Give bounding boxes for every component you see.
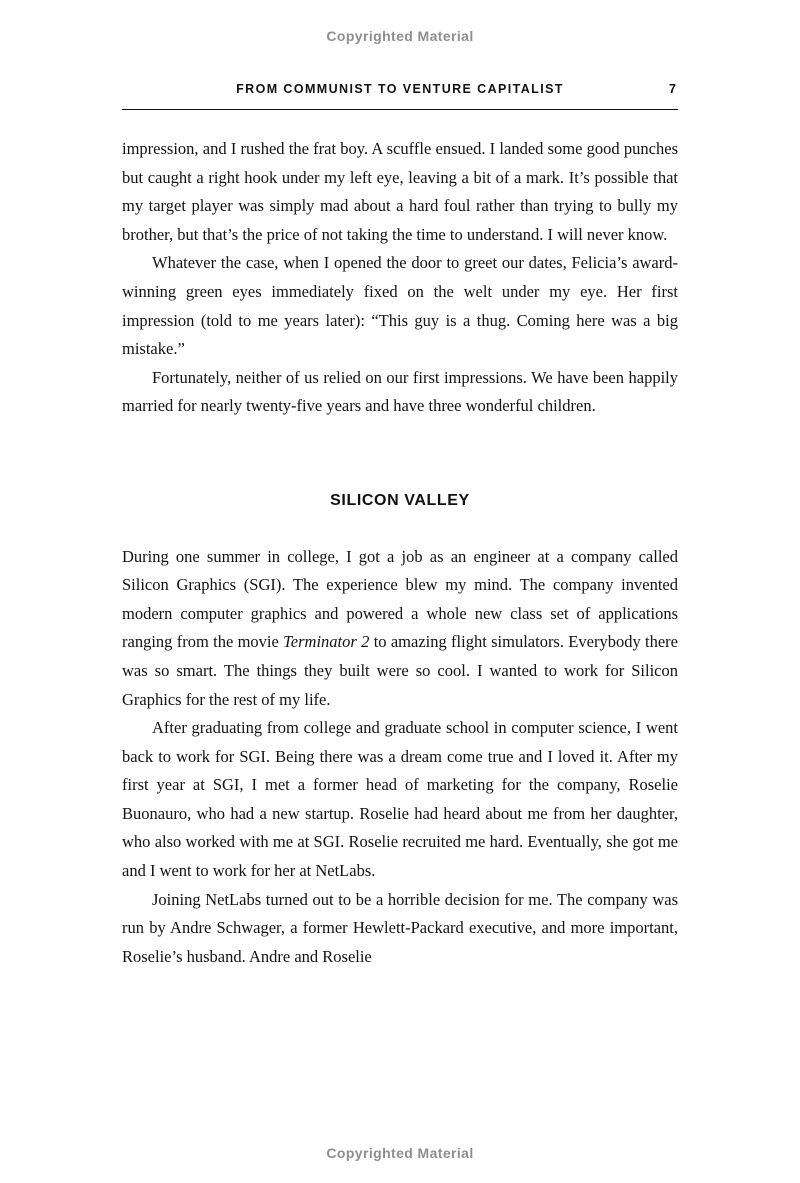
running-header-title: FROM COMMUNIST TO VENTURE CAPITALIST [236,82,564,96]
paragraph: Joining NetLabs turned out to be a horrible decision for me. The company was run by Andre Schwager, a former Hewlett-Packard executive, and more important, Roselie’s husband. Andre and Roselie [122,889,678,966]
top-watermark: Copyrighted Material [326,28,474,44]
header-rule [122,109,678,110]
italic-title: Terminator 2 [283,632,370,652]
section-heading: SILICON VALLEY [330,491,470,509]
paragraph: After graduating from college and graduate school in computer science, I went back to work for SGI. Being there was a dream come true and I loved it. After my first year at SGI, I met a former head of marketing for the company, Roselie Buonauro, who had a new startup. Roselie had heard about me from her daughter, who also worked with me at SGI. Roselie recruited me hard. Eventually, she got me and I went to work for her at NetLabs. [122,718,678,881]
paragraph-text: to amazing flight simulators. Everybody there was so smart. The things they built were so cool. I wanted to work for Silicon Graphics for the rest of my life. [122,632,678,709]
page-content [122,82,678,971]
body-text [122,135,678,971]
running-header [122,82,678,109]
paragraph: Fortunately, neither of us relied on our first impressions. We have been happily married for nearly twenty-five years and have three wonderful children. [122,367,678,416]
paragraph: impression, and I rushed the frat boy. A scuffle ensued. I landed some good punches but caught a right hook under my left eye, leaving a bit of a mark. It’s possible that my target player was simply mad about a hard foul rather than trying to bully my brother, but that’s the price of not taking the time to understand. I will never know. [122,139,678,244]
page-number: 7 [669,82,676,96]
paragraph-text: During one summer in college, I got a job as an engineer at a company called Silicon Graphics (SGI). The experience blew my mind. The company invented modern computer graphics and powered a whole new class set of applications ranging from the movie [122,546,678,652]
paragraph [122,543,678,715]
paragraph: Whatever the case, when I opened the door to greet our dates, Felicia’s award-winning green eyes immediately fixed on the welt under my eye. Her first impression (told to me years later): “This guy is a thug. Coming here was a big mistake.” [122,253,678,359]
bottom-watermark: Copyrighted Material [326,1145,474,1161]
